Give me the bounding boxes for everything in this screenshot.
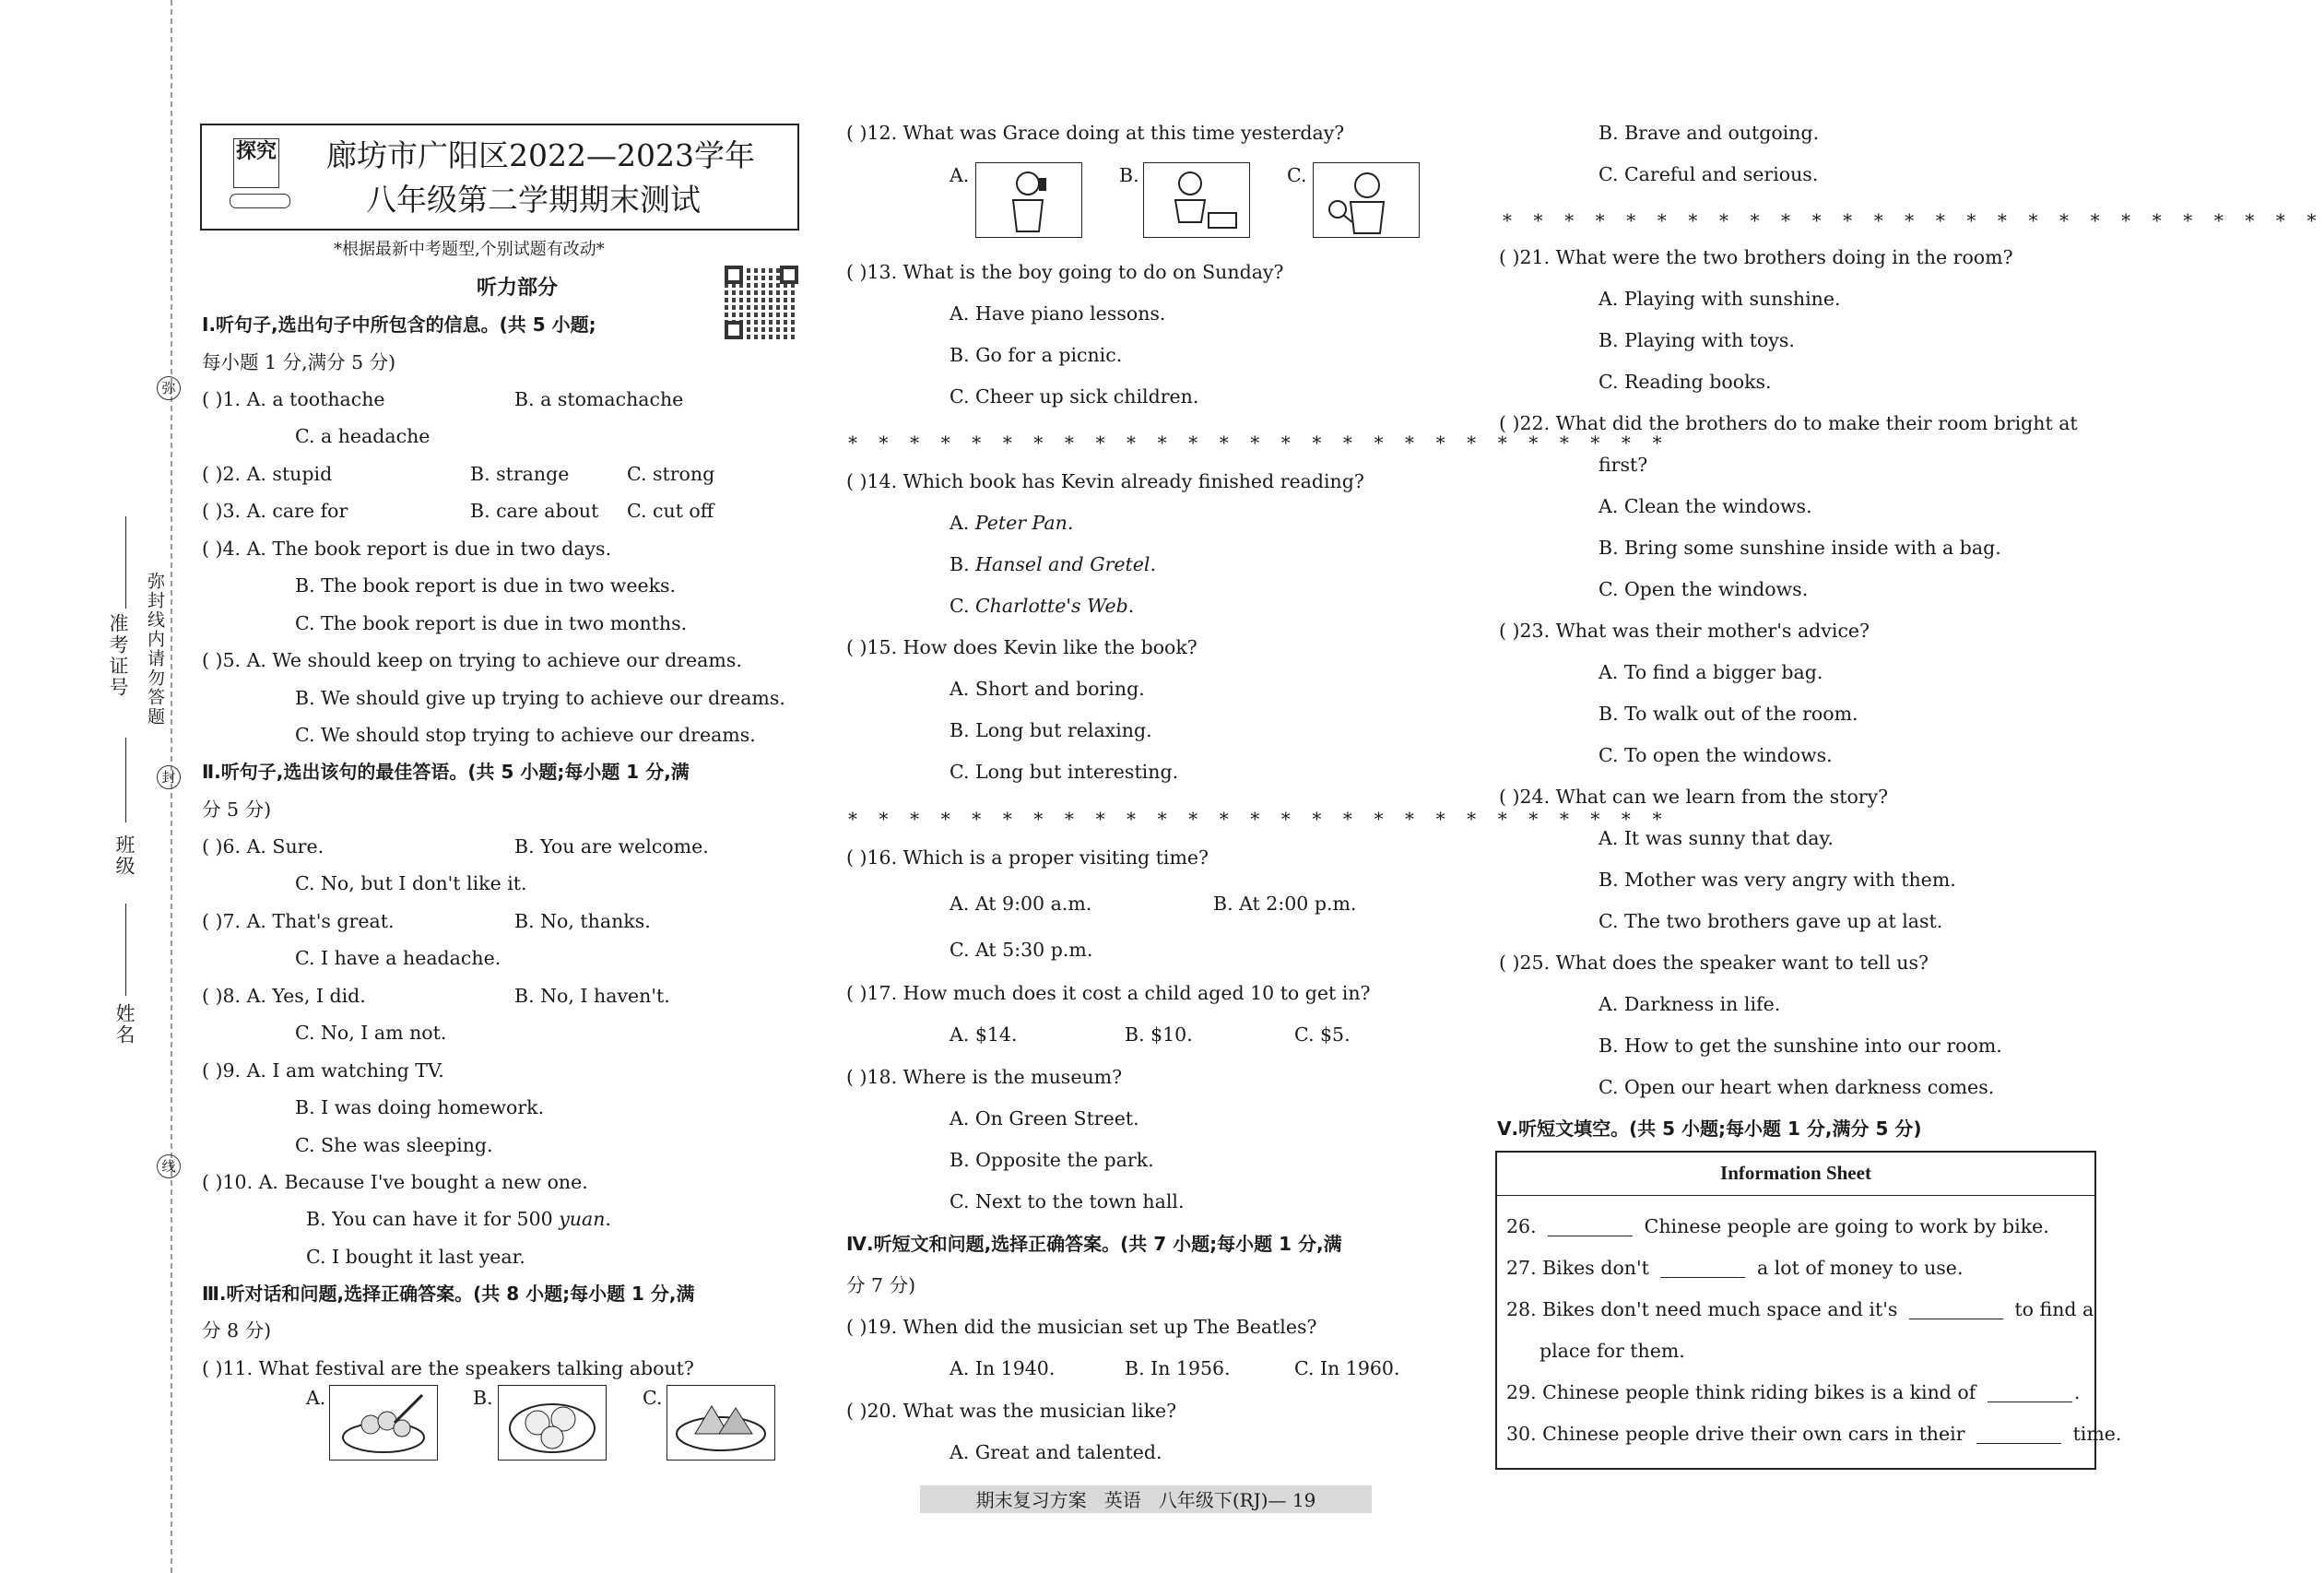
q14-a-label: A. — [950, 512, 975, 534]
q10-b — [306, 1210, 611, 1229]
q10-b-end: . — [605, 1208, 611, 1230]
q21-question: ( )21. What were the two brothers doing in the room? — [1499, 246, 2013, 268]
q19-question: ( )19. When did the musician set up The Beatles? — [846, 1316, 1317, 1338]
q11-option-c-label: C. — [643, 1387, 663, 1409]
q6-c: C. No, but I don't like it. — [295, 872, 527, 894]
q19-b: B. In 1956. — [1125, 1357, 1231, 1379]
blank-28-cont: place for them. — [1540, 1340, 1685, 1362]
section3-title-cont: 分 8 分) — [202, 1319, 272, 1342]
star-divider-2: * * * * * * * * * * * * * * * * * * * * * * * * * * * — [848, 808, 1670, 830]
q13-c: C. Cheer up sick children. — [950, 385, 1199, 408]
q22-a: A. Clean the windows. — [1598, 495, 1812, 517]
q14-a-title: Peter Pan — [974, 512, 1068, 534]
logo-ribbon — [230, 194, 290, 208]
q19-c: C. In 1960. — [1294, 1357, 1400, 1379]
blank-30-row — [1506, 1425, 2121, 1444]
tangyuan-bowl-image — [329, 1385, 438, 1461]
girl-reading-image — [1143, 162, 1250, 238]
blank-28-text-end: to find a — [2014, 1298, 2094, 1320]
q1-b: B. a stomachache — [514, 388, 684, 410]
q2-c: C. strong — [627, 463, 715, 485]
q14-b-title: Hansel and Gretel — [975, 553, 1150, 575]
q23-c: C. To open the windows. — [1598, 744, 1833, 766]
circle-feng: 封 — [157, 765, 181, 789]
blank-27-text: 27. Bikes don't — [1506, 1257, 1649, 1279]
name-label: 姓名 — [113, 1003, 136, 1046]
q17-a: A. $14. — [950, 1023, 1018, 1046]
exam-number-line — [125, 516, 126, 609]
q15-c: C. Long but interesting. — [950, 761, 1179, 783]
q4-a: ( )4. A. The book report is due in two days. — [202, 538, 612, 560]
q12-option-b-label: B. — [1119, 164, 1139, 186]
q14-question: ( )14. Which book has Kevin already finished reading? — [846, 470, 1364, 492]
circle-xian: 线 — [157, 1154, 181, 1178]
q13-b: B. Go for a picnic. — [950, 344, 1123, 366]
q18-b: B. Opposite the park. — [950, 1149, 1154, 1171]
q9-a: ( )9. A. I am watching TV. — [202, 1059, 444, 1082]
qr-finder-bl — [725, 321, 743, 339]
q21-a: A. Playing with sunshine. — [1598, 288, 1841, 310]
q24-question: ( )24. What can we learn from the story? — [1499, 786, 1889, 808]
blank-28-text: 28. Bikes don't need much space and it's — [1506, 1298, 1898, 1320]
section2-title: Ⅱ.听句子,选出该句的最佳答语。(共 5 小题;每小题 1 分,满 — [202, 761, 690, 783]
q5-b: B. We should give up trying to achieve our dreams. — [295, 687, 785, 709]
q25-b: B. How to get the sunshine into our room. — [1598, 1035, 2002, 1057]
blank-29-text: 29. Chinese people think riding bikes is a kind of — [1506, 1381, 1976, 1403]
q23-question: ( )23. What was their mother's advice? — [1499, 620, 1870, 642]
circle-mi: 弥 — [157, 376, 181, 400]
answer-blank-30[interactable] — [1976, 1426, 2061, 1444]
q8-c: C. No, I am not. — [295, 1022, 447, 1044]
q25-question: ( )25. What does the speaker want to tell us? — [1499, 952, 1929, 974]
information-sheet-divider — [1497, 1195, 2094, 1196]
girl-on-phone-image — [975, 162, 1082, 238]
q18-a: A. On Green Street. — [950, 1107, 1139, 1129]
q14-b-label: B. — [950, 553, 976, 575]
q8-b: B. No, I haven't. — [514, 985, 670, 1007]
q24-b: B. Mother was very angry with them. — [1598, 869, 1956, 891]
q6-a: ( )6. A. Sure. — [202, 835, 324, 857]
q11-option-b-label: B. — [473, 1387, 493, 1409]
q1-a: ( )1. A. a toothache — [202, 388, 385, 410]
section3-title: Ⅲ.听对话和问题,选择正确答案。(共 8 小题;每小题 1 分,满 — [202, 1283, 695, 1305]
section1-title: Ⅰ.听句子,选出句子中所包含的信息。(共 5 小题; — [202, 313, 596, 336]
q25-a: A. Darkness in life. — [1598, 993, 1781, 1015]
title-box — [200, 124, 799, 231]
q22-question: ( )22. What did the brothers do to make their room bright at — [1499, 412, 2078, 434]
q18-question: ( )18. Where is the museum? — [846, 1066, 1123, 1088]
q4-b: B. The book report is due in two weeks. — [295, 574, 677, 597]
q11-question: ( )11. What festival are the speakers talking about? — [202, 1357, 694, 1379]
q10-a: ( )10. A. Because I've bought a new one. — [202, 1171, 588, 1193]
answer-blank-28[interactable] — [1909, 1302, 2003, 1319]
q14-c: C. Charlotte's Web. — [950, 595, 1135, 617]
q22-b: B. Bring some sunshine inside with a bag. — [1598, 537, 2001, 559]
q9-c: C. She was sleeping. — [295, 1134, 493, 1156]
blank-29-row — [1506, 1383, 2080, 1402]
q14-b: B. Hansel and Gretel. — [950, 553, 1156, 575]
q15-a: A. Short and boring. — [950, 678, 1145, 700]
section1-title-cont: 每小题 1 分,满分 5 分) — [202, 351, 396, 373]
zongzi-plate-image — [667, 1385, 775, 1461]
q14-c-label: C. — [950, 595, 975, 617]
information-sheet-title: Information Sheet — [1720, 1162, 1871, 1184]
section2-title-cont: 分 5 分) — [202, 798, 272, 821]
q24-a: A. It was sunny that day. — [1598, 827, 1834, 849]
q19-a: A. In 1940. — [950, 1357, 1056, 1379]
logo-mark: 探究 — [233, 138, 279, 188]
section4-title: Ⅳ.听短文和问题,选择正确答案。(共 7 小题;每小题 1 分,满 — [846, 1233, 1342, 1255]
q11-option-a-label: A. — [306, 1387, 326, 1409]
q22-c: C. Open the windows. — [1598, 578, 1809, 600]
seal-notice: 弥封线内请勿答题 — [145, 572, 165, 727]
star-divider-3: * * * * * * * * * * * * * * * * * * * * * * * * * * * — [1503, 209, 2324, 231]
listening-heading: 听力部分 — [477, 277, 559, 300]
q12-option-a-label: A. — [950, 164, 970, 186]
footer-text: 期末复习方案 英语 八年级下(RJ)— 19 — [975, 1489, 1316, 1511]
q13-question: ( )13. What is the boy going to do on Sunday? — [846, 261, 1284, 283]
blank-27-text-end: a lot of money to use. — [1756, 1257, 1964, 1279]
blank-29-period: . — [2073, 1381, 2081, 1403]
q20-question: ( )20. What was the musician like? — [846, 1400, 1177, 1422]
q16-question: ( )16. Which is a proper visiting time? — [846, 846, 1209, 869]
q3-c: C. cut off — [627, 500, 714, 522]
answer-blank-29[interactable] — [1988, 1385, 2072, 1402]
q8-a: ( )8. A. Yes, I did. — [202, 985, 366, 1007]
qr-finder-tr — [780, 266, 798, 284]
q3-b: B. care about — [470, 500, 599, 522]
page-footer — [920, 1485, 1372, 1513]
blank-28-row — [1506, 1300, 2094, 1319]
q14-a: A. Peter Pan. — [950, 512, 1074, 534]
q20-b: B. Brave and outgoing. — [1598, 122, 1820, 144]
q16-c: C. At 5:30 p.m. — [950, 939, 1093, 961]
star-divider-1: * * * * * * * * * * * * * * * * * * * * * * * * * * * — [848, 432, 1670, 454]
q16-a: A. At 9:00 a.m. — [950, 893, 1092, 915]
q17-b: B. $10. — [1125, 1023, 1193, 1046]
exam-number-label: 准考证号 — [107, 613, 129, 698]
mooncake-plate-image — [498, 1385, 607, 1461]
q13-a: A. Have piano lessons. — [950, 302, 1166, 325]
blank-30-text-end: time. — [2072, 1423, 2122, 1445]
q15-b: B. Long but relaxing. — [950, 719, 1152, 741]
q17-question: ( )17. How much does it cost a child aged 10 to get in? — [846, 982, 1371, 1004]
q17-c: C. $5. — [1294, 1023, 1351, 1046]
q7-c: C. I have a headache. — [295, 947, 501, 969]
exam-title-line1: 廊坊市广阳区2022—2023学年 — [326, 137, 755, 173]
blank-26-row — [1506, 1217, 2049, 1236]
q20-a: A. Great and talented. — [950, 1441, 1162, 1463]
q2-b: B. strange — [470, 463, 570, 485]
q23-a: A. To find a bigger bag. — [1598, 661, 1823, 683]
q2-a: ( )2. A. stupid — [202, 463, 333, 485]
qr-code — [725, 266, 798, 339]
blank-26-number: 26. — [1506, 1215, 1537, 1237]
q10-c: C. I bought it last year. — [306, 1246, 525, 1268]
q7-a: ( )7. A. That's great. — [202, 910, 395, 932]
name-line — [125, 904, 126, 996]
q12-option-c-label: C. — [1287, 164, 1307, 186]
q25-c: C. Open our heart when darkness comes. — [1598, 1076, 1995, 1098]
answer-blank-27[interactable] — [1660, 1260, 1745, 1278]
q22-question-cont: first? — [1598, 454, 1648, 476]
q6-b: B. You are welcome. — [514, 835, 709, 857]
girl-with-magnifier-image — [1313, 162, 1420, 238]
q12-question: ( )12. What was Grace doing at this time yesterday? — [846, 122, 1345, 144]
section4-title-cont: 分 7 分) — [846, 1274, 916, 1296]
q21-c: C. Reading books. — [1598, 371, 1772, 393]
q5-a: ( )5. A. We should keep on trying to achieve our dreams. — [202, 649, 742, 671]
exam-title-line2: 八年级第二学期期末测试 — [366, 182, 701, 218]
blank-27-row — [1506, 1259, 1963, 1278]
class-line — [125, 738, 126, 822]
q21-b: B. Playing with toys. — [1598, 329, 1795, 351]
q3-a: ( )3. A. care for — [202, 500, 348, 522]
section5-title: Ⅴ.听短文填空。(共 5 小题;每小题 1 分,满分 5 分) — [1497, 1118, 1922, 1140]
q24-c: C. The two brothers gave up at last. — [1598, 910, 1943, 932]
q10-b-italic: yuan — [559, 1208, 606, 1230]
q18-c: C. Next to the town hall. — [950, 1190, 1185, 1212]
blank-30-text: 30. Chinese people drive their own cars in their — [1506, 1423, 1965, 1445]
class-label: 班级 — [113, 834, 136, 877]
q10-b-text: B. You can have it for 500 — [306, 1208, 560, 1230]
q9-b: B. I was doing homework. — [295, 1096, 545, 1118]
q23-b: B. To walk out of the room. — [1598, 703, 1858, 725]
q1-c: C. a headache — [295, 425, 431, 447]
qr-finder-tl — [725, 266, 743, 284]
q16-b: B. At 2:00 p.m. — [1213, 893, 1357, 915]
q5-c: C. We should stop trying to achieve our dreams. — [295, 724, 756, 746]
q7-b: B. No, thanks. — [514, 910, 651, 932]
q15-question: ( )15. How does Kevin like the book? — [846, 636, 1197, 658]
q4-c: C. The book report is due in two months. — [295, 612, 688, 634]
q14-c-title: Charlotte's Web — [975, 595, 1128, 617]
q20-c: C. Careful and serious. — [1598, 163, 1819, 185]
answer-blank-26[interactable] — [1548, 1219, 1633, 1236]
publisher-logo — [230, 133, 289, 214]
blank-26-text: Chinese people are going to work by bike. — [1644, 1215, 2049, 1237]
notice-text: *根据最新中考题型,个别试题有改动* — [334, 240, 605, 259]
